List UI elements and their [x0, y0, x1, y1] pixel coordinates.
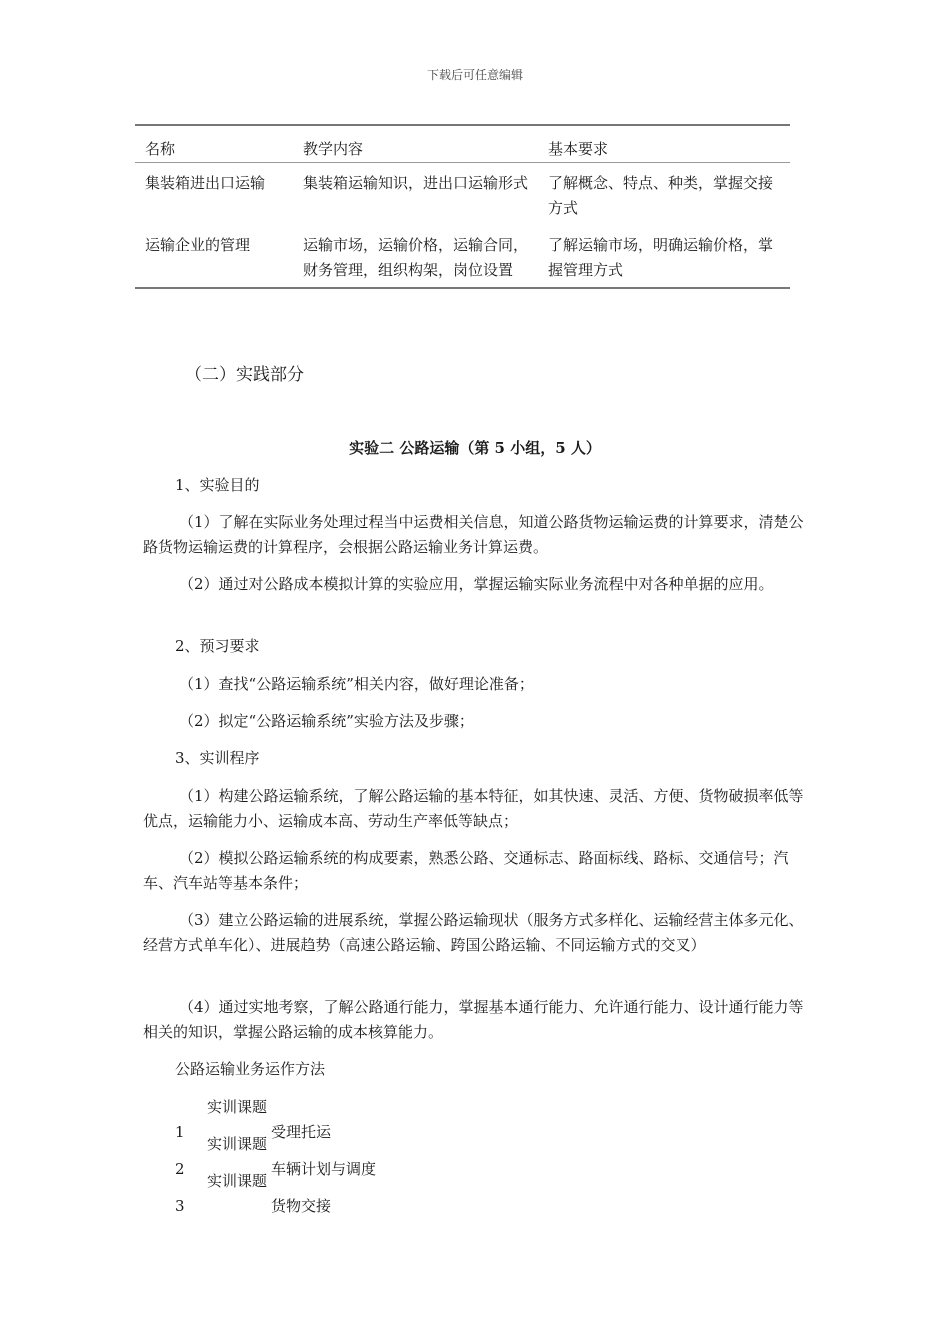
- column-header-content: 教学内容: [293, 125, 538, 163]
- paragraph: （3）建立公路运输的进展系统，掌握公路运输现状（服务方式多样化、运输经营主体多元化、经营方式单车化）、进展趋势（高速公路运输、跨国公路运输、不同运输方式的交叉）: [143, 911, 804, 954]
- paragraph: （1）了解在实际业务处理过程当中运费相关信息，知道公路货物运输运费的计算要求，清楚公路货物运输运费的计算程序，会根据公路运输业务计算运费。: [143, 513, 804, 556]
- topic-title: 车辆计划与调度: [271, 1160, 377, 1178]
- training-topic-item: [143, 1169, 808, 1219]
- heading-preview-requirements: 2、预习要求: [175, 637, 260, 655]
- table-row: [135, 163, 790, 226]
- table-cell: 了解运输市场，明确运输价格，掌握管理方式: [548, 236, 774, 279]
- paragraph: （2）拟定“公路运输系统”实验方法及步骤；: [179, 712, 474, 730]
- section-heading: （二）实践部分: [185, 365, 304, 385]
- topic-title: 货物交接: [271, 1197, 332, 1215]
- table-cell: 集装箱进出口运输: [145, 174, 266, 192]
- experiment-title: 实验二 公路运输（第 5 小组，5 人）: [349, 439, 601, 457]
- table-cell: 运输企业的管理: [145, 236, 251, 254]
- heading-experiment-purpose: 1、实验目的: [175, 476, 260, 494]
- page-header-note: 下载后可任意编辑: [426, 68, 523, 82]
- topic-number: 实训课题 3: [175, 1172, 268, 1215]
- table-cell: 运输市场，运输价格，运输合同，财务管理，组织构架，岗位设置: [303, 236, 529, 279]
- topic-title: 受理托运: [271, 1123, 332, 1141]
- column-header-name: 名称: [135, 125, 293, 163]
- heading-training-procedure: 3、实训程序: [175, 749, 260, 767]
- paragraph: 公路运输业务运作方法: [175, 1060, 326, 1078]
- table-cell: 集装箱运输知识，进出口运输形式: [303, 174, 529, 192]
- topic-number: 实训课题 2: [175, 1135, 268, 1178]
- table-header-row: [135, 125, 790, 163]
- paragraph: （2）通过对公路成本模拟计算的实验应用，掌握运输实际业务流程中对各种单据的应用。: [179, 575, 774, 593]
- paragraph: （1）查找“公路运输系统”相关内容，做好理论准备；: [179, 675, 534, 693]
- course-content-table: [135, 124, 790, 289]
- paragraph: （2）模拟公路运输系统的构成要素，熟悉公路、交通标志、路面标线、路标、交通信号；汽车、汽车站等基本条件；: [143, 849, 789, 892]
- paragraph: （1）构建公路运输系统，了解公路运输的基本特征，如其快速、灵活、方便、货物破损率低等优点，运输能力小、运输成本高、劳动生产率低等缺点；: [143, 787, 804, 830]
- table-row: [135, 225, 790, 288]
- table-cell: 了解概念、特点、种类，掌握交接方式: [548, 174, 774, 217]
- paragraph: （4）通过实地考察，了解公路通行能力，掌握基本通行能力、允许通行能力、设计通行能力等相关的知识，掌握公路运输的成本核算能力。: [143, 998, 804, 1041]
- column-header-requirements: 基本要求: [538, 125, 790, 163]
- topic-number: 实训课题 1: [175, 1098, 268, 1141]
